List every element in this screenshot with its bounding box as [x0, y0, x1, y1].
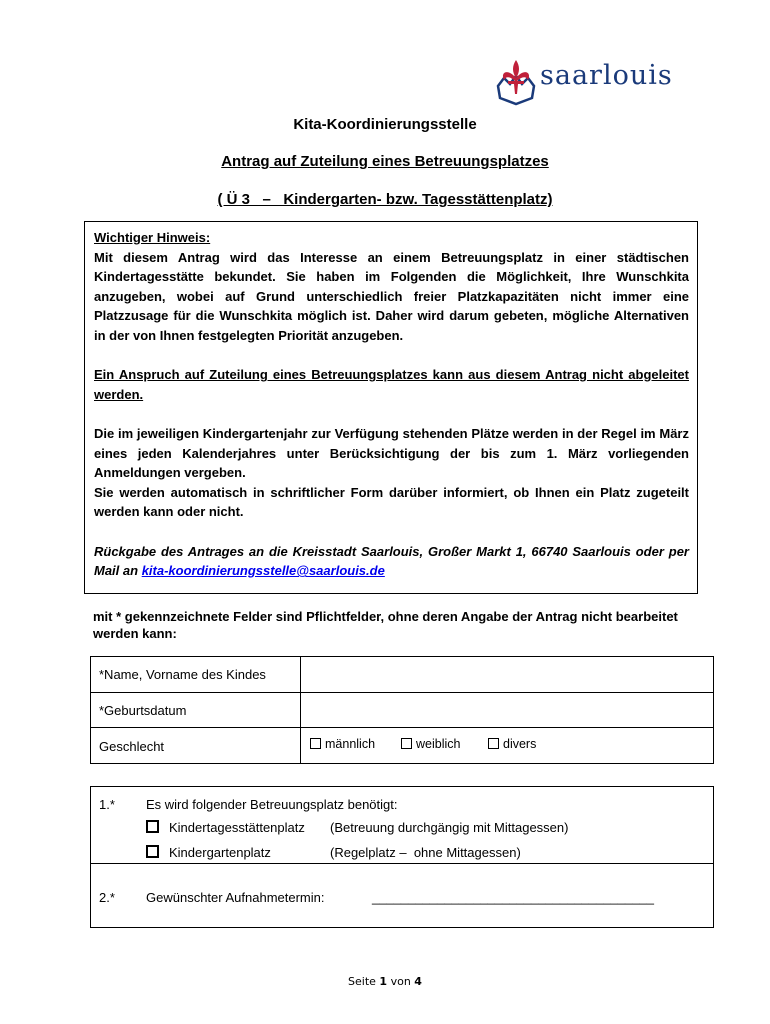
- checkbox-icon: [488, 738, 499, 749]
- required-fields-note: mit * gekennzeichnete Felder sind Pflichtfelder, ohne deren Angabe der Antrag nicht bearbeitet werden kann:: [93, 609, 678, 641]
- gender-label: Geschlecht: [99, 739, 165, 754]
- document-title: Antrag auf Zuteilung eines Betreuungsplatzes: [221, 153, 549, 170]
- option-kita-row[interactable]: [146, 820, 569, 835]
- admission-date-label: Gewünschter Aufnahmetermin:: [146, 890, 325, 905]
- notice-paragraph-1: Mit diesem Antrag wird das Interesse an einem Betreuungsplatz in einer städtischen Kindertagesstätte bekundet. Sie haben im Folgenden die Möglichkeit, Ihre Wunschkita anzugeben, wobei auf Grund unterschiedlich freier Platzkapazitäten nicht immer eine Platzzusage für die Wunschkita möglich ist. Daher wird darum gebeten, mögliche Alternativen in der von Ihnen festgelegten Priorität anzugeben.: [94, 249, 689, 343]
- child-name-field[interactable]: [303, 658, 713, 691]
- gender-option-female[interactable]: weiblich: [401, 737, 460, 751]
- return-text: Rückgabe des Antrages an die Kreisstadt Saarlouis, Großer Markt 1, 66740 Saarlouis oder per Mail an: [94, 543, 689, 579]
- gender-option-male[interactable]: männlich: [310, 737, 375, 751]
- fleur-de-lis-icon: [494, 56, 538, 106]
- document-subtitle: ( Ü 3 – Kindergarten- bzw. Tagesstättenplatz): [217, 191, 553, 208]
- checkbox-icon: [310, 738, 321, 749]
- notice-label: Wichtiger Hinweis:: [94, 230, 211, 245]
- office-heading: Kita-Koordinierungsstelle: [293, 116, 477, 133]
- gender-option-diverse[interactable]: divers: [488, 737, 536, 751]
- notice-paragraph-2: Ein Anspruch auf Zuteilung eines Betreuungsplatzes kann aus diesem Antrag nicht abgeleitet werden.: [94, 367, 689, 402]
- section2-number: 2.*: [99, 890, 115, 905]
- option-kita-note: (Betreuung durchgängig mit Mittagessen): [330, 820, 569, 835]
- checkbox-icon: [401, 738, 412, 749]
- option-kindergarten-label: Kindergartenplatz: [169, 845, 271, 860]
- child-name-label: *Name, Vorname des Kindes: [99, 667, 266, 682]
- notice-paragraph-3a: Die im jeweiligen Kindergartenjahr zur Verfügung stehenden Plätze werden in der Regel im März eines jeden Kalenderjahres unter Berücksichtigung der bis zum 1. März vorliegenden Anmeldungen vergeben.: [94, 425, 689, 481]
- return-instructions: [94, 542, 689, 581]
- checkbox-icon[interactable]: [146, 845, 159, 858]
- section1-number: 1.*: [99, 797, 115, 812]
- child-data-table: [90, 656, 714, 764]
- option-kita-label: Kindertagesstättenplatz: [169, 820, 305, 835]
- logo-text: saarlouis: [540, 60, 673, 91]
- birthdate-label: *Geburtsdatum: [99, 703, 187, 718]
- admission-date-field[interactable]: _______________________________________: [372, 890, 654, 905]
- option-kindergarten-note: (Regelplatz – ohne Mittagessen): [330, 845, 521, 860]
- important-notice-box: [84, 221, 698, 594]
- section1-question: Es wird folgender Betreuungsplatz benötigt:: [146, 797, 398, 812]
- page-number: Seite 1 von 4: [348, 975, 422, 988]
- notice-paragraph-3b: Sie werden automatisch in schriftlicher Form darüber informiert, ob Ihnen ein Platz zugeteilt werden kann oder nicht.: [94, 484, 689, 520]
- checkbox-icon[interactable]: [146, 820, 159, 833]
- birthdate-field[interactable]: [303, 694, 713, 726]
- option-kindergarten-row[interactable]: [146, 845, 521, 860]
- care-request-section: [90, 786, 714, 928]
- saarlouis-logo: [494, 56, 704, 106]
- email-link[interactable]: kita-koordinierungsstelle@saarlouis.de: [141, 563, 385, 579]
